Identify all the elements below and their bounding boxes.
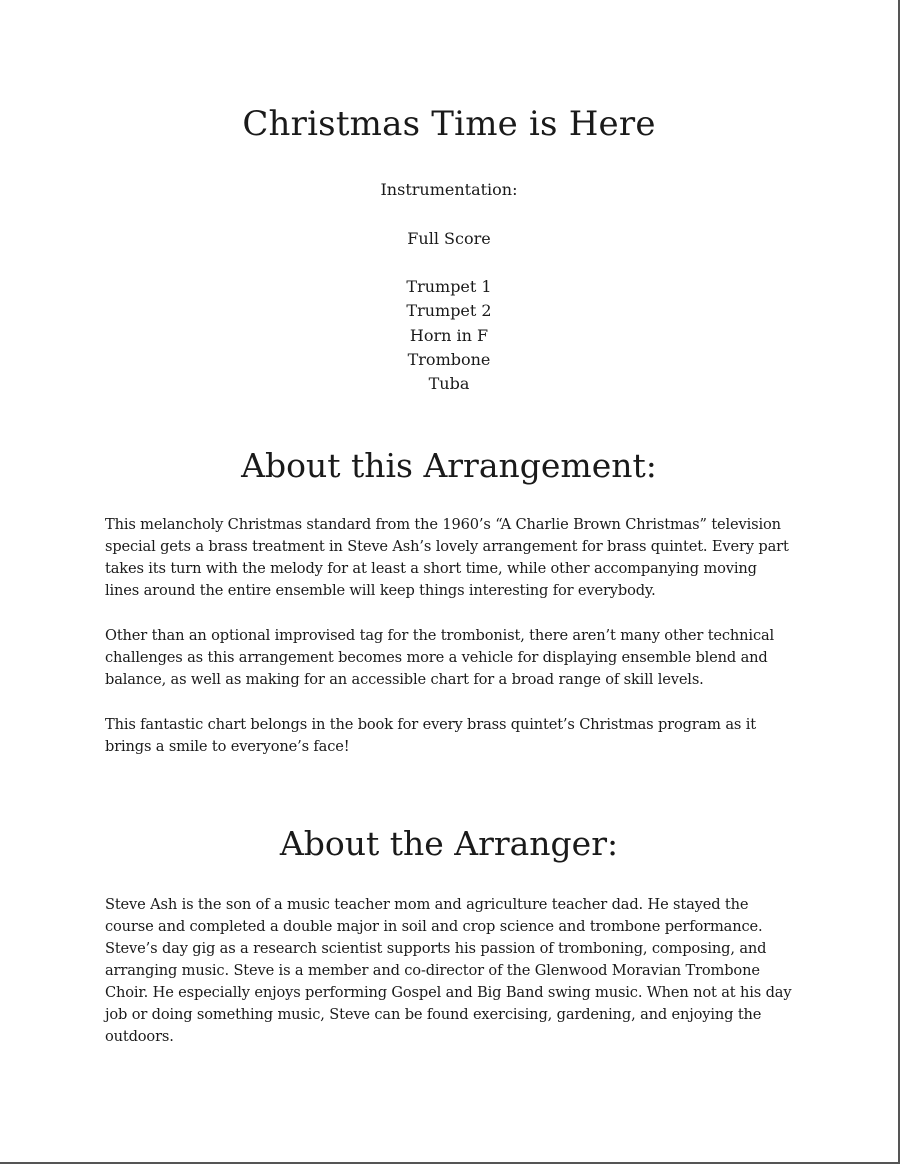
part-item: Horn in F xyxy=(409,325,489,345)
arranger-paragraph: Steve Ash is the son of a music teacher mom and agriculture teacher dad. He stayed the course and completed a double major in soil and crop science and trombone performance. Steve’s day gig as a research scientist supports his passion of tromboning, composing, and arranging music. Steve is a member and co-director of the Glenwood Moravian Trombone Choir. He especially enjoys performing Gospel and Big Band swing music. When not at his day job or doing something music, Steve can be found exercising, gardening, and enjoying the outdoors. xyxy=(105,896,792,1045)
instrument-parts-list xyxy=(0,275,898,396)
arrangement-paragraph: Other than an optional improvised tag for the trombonist, there aren’t many other technical challenges as this arrangement becomes more a vehicle for displaying ensemble blend and balance, as well as making for an accessible chart for a broad range of skill levels. xyxy=(105,627,775,688)
arranger-heading: About the Arranger: xyxy=(279,824,619,863)
arrangement-paragraph: This fantastic chart belongs in the book for every brass quintet’s Christmas program as it brings a smile to everyone’s face! xyxy=(105,716,756,755)
part-item: Trumpet 1 xyxy=(406,277,492,296)
document-title: Christmas Time is Here xyxy=(242,104,656,144)
arrangement-heading: About this Arrangement: xyxy=(241,446,657,485)
part-item: Trombone xyxy=(407,349,491,369)
part-item: Trumpet 2 xyxy=(406,301,492,321)
full-score-label: Full Score xyxy=(407,229,491,248)
arrangement-paragraph: This melancholy Christmas standard from the 1960’s “A Charlie Brown Christmas” television special gets a brass treatment in Steve Ash’s lovely arrangement for brass quintet. Every part takes its turn with the melody for at least a short time, while other accompanying moving lines around the entire ensemble will keep things interesting for everybody. xyxy=(105,516,789,599)
part-item: Tuba xyxy=(428,374,470,394)
instrumentation-label: Instrumentation: xyxy=(380,180,518,199)
